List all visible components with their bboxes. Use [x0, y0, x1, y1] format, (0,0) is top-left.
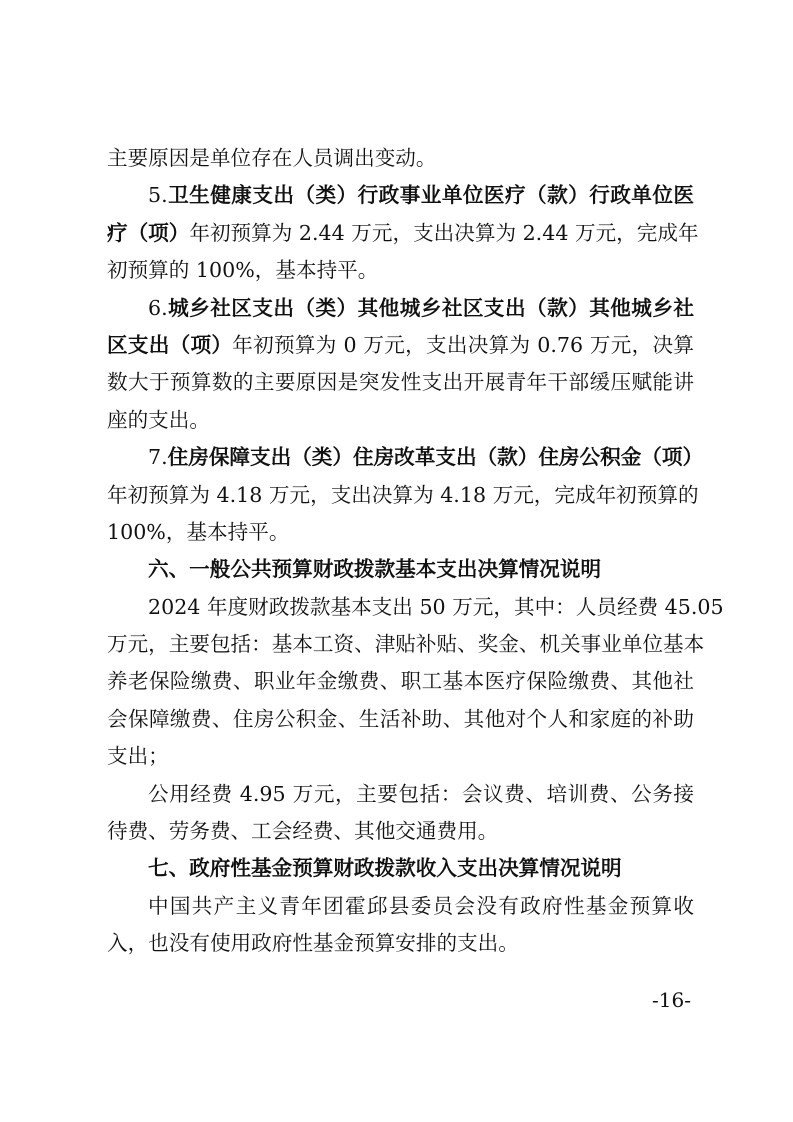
text-line: [107, 439, 704, 476]
text-line: [107, 477, 699, 514]
text-line: [107, 888, 694, 925]
text: 万元，主要包括：基本工资、津贴补贴、奖金、机关事业单位基本: [107, 632, 705, 657]
text-line: [107, 813, 694, 850]
section-heading: [107, 850, 694, 887]
paragraph: [107, 888, 694, 963]
paragraph: [107, 177, 699, 289]
bold-text: 七、政府性基金预算财政拨款收入支出决算情况说明: [148, 856, 622, 881]
section-heading: [107, 551, 694, 588]
text: 中国共产主义青年团霍邱县委员会没有政府性基金预算收: [148, 893, 694, 918]
text-line: [107, 589, 724, 626]
text-line: [107, 140, 694, 177]
bold-text: 六、一般公共预算财政拨款基本支出决算情况说明: [148, 557, 602, 582]
text: 支出；: [107, 744, 169, 769]
text: 公用经费 4.95 万元，主要包括：会议费、培训费、公务接: [148, 781, 694, 806]
text: 5.: [148, 183, 168, 208]
bold-text: 卫生健康支出（类）行政事业单位医疗（款）行政单位医: [167, 183, 694, 208]
text: 年初预算为 2.44 万元，支出决算为 2.44 万元，完成年: [189, 220, 699, 245]
text: 养老保险缴费、职业年金缴费、职工基本医疗保险缴费、其他社: [107, 669, 694, 694]
text: 7.: [148, 445, 168, 470]
text-line: [107, 626, 705, 663]
paragraph: [107, 290, 694, 440]
text-line: [107, 738, 694, 775]
text-line: [107, 290, 694, 327]
paragraph: [107, 439, 704, 551]
text-line: [107, 663, 694, 700]
text: 初预算的 100%，基本持平。: [107, 258, 379, 283]
text-line: [107, 402, 694, 439]
bold-text: 城乡社区支出（类）其他城乡社区支出（款）其他城乡社: [167, 295, 694, 320]
text: 待费、劳务费、工会经费、其他交通费用。: [107, 819, 499, 844]
text-line: [107, 364, 694, 401]
document-body: [107, 140, 724, 963]
text: 会保障缴费、住房公积金、生活补助、其他对个人和家庭的补助: [107, 706, 694, 731]
text: 年初预算为 4.18 万元，支出决算为 4.18 万元，完成年初预算的: [107, 482, 699, 507]
text-line: [107, 327, 694, 364]
page-number: -16-: [652, 988, 691, 1012]
text-line: [107, 850, 694, 887]
text-line: [107, 252, 694, 289]
text: 6.: [148, 295, 168, 320]
text-line: [107, 177, 694, 214]
bold-text: 住房保障支出（类）住房改革支出（款）住房公积金（项）: [167, 445, 704, 470]
text: 100%，基本持平。: [107, 519, 290, 544]
bold-text: 区支出（项）: [107, 332, 233, 357]
text: 主要原因是单位存在人员调出变动。: [107, 146, 437, 170]
text-line: [107, 551, 694, 588]
text: 年初预算为 0 万元，支出决算为 0.76 万元，决算: [232, 332, 695, 357]
text-line: [107, 514, 694, 551]
paragraph: [107, 589, 724, 776]
bold-text: 疗（项）: [107, 220, 190, 245]
text: 数大于预算数的主要原因是突发性支出开展青年干部缓压赋能讲: [107, 370, 694, 395]
text: 座的支出。: [107, 407, 210, 432]
paragraph: [107, 776, 694, 851]
text-line: [107, 215, 699, 252]
text: 2024 年度财政拨款基本支出 50 万元，其中：人员经费 45.05: [148, 594, 724, 619]
text: 入，也没有使用政府性基金预算安排的支出。: [107, 931, 519, 956]
paragraph: [107, 140, 694, 177]
text-line: [107, 701, 694, 738]
text-line: [107, 925, 694, 962]
text-line: [107, 776, 694, 813]
